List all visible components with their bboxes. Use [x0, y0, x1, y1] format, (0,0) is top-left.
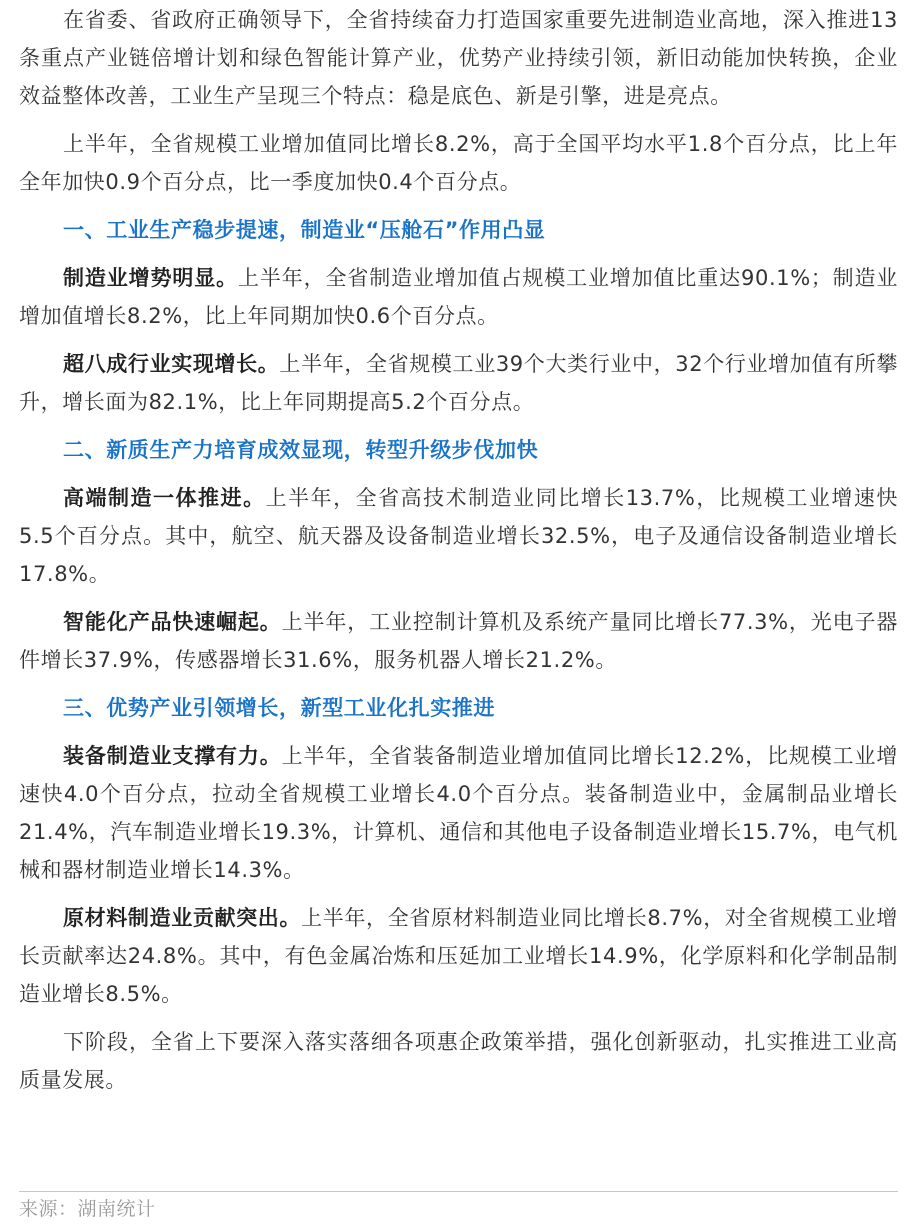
- section1-paragraph-1: [19, 259, 898, 335]
- section2-paragraph-1-lead: 高端制造一体推进。: [63, 486, 266, 510]
- section2-paragraph-2: [19, 603, 898, 679]
- section2-paragraph-1: [19, 479, 898, 593]
- section3-paragraph-2-text: 上半年，全省原材料制造业同比增长8.7%，对全省规模工业增长贡献率达24.8%。其中，有色金属冶炼和压延加工业增长14.9%，化学原料和化学制品制造业增长8.5%。: [19, 906, 898, 1006]
- section3-paragraph-2: [19, 899, 898, 1013]
- intro-paragraph: 在省委、省政府正确领导下，全省持续奋力打造国家重要先进制造业高地，深入推进13条重点产业链倍增计划和绿色智能计算产业，优势产业持续引领，新旧动能加快转换，企业效益整体改善，工业生产呈现三个特点：稳是底色、新是引擎，进是亮点。: [19, 8, 898, 108]
- section-heading-2: 二、新质生产力培育成效显现，转型升级步伐加快: [63, 438, 539, 462]
- section3-paragraph-1-lead: 装备制造业支撑有力。: [63, 744, 282, 768]
- section-heading-3: 三、优势产业引领增长，新型工业化扎实推进: [63, 696, 495, 720]
- section-heading-1: 一、工业生产稳步提速，制造业“压舱石”作用凸显: [63, 218, 546, 242]
- section1-paragraph-1-text: 上半年，全省制造业增加值占规模工业增加值比重达90.1%；制造业增加值增长8.2%，比上年同期加快0.6个百分点。: [19, 266, 898, 328]
- summary-paragraph: 上半年，全省规模工业增加值同比增长8.2%，高于全国平均水平1.8个百分点，比上年全年加快0.9个百分点，比一季度加快0.4个百分点。: [19, 132, 898, 194]
- section1-paragraph-2-lead: 超八成行业实现增长。: [63, 352, 280, 376]
- section2-paragraph-2-lead: 智能化产品快速崛起。: [63, 610, 282, 634]
- section3-paragraph-2-lead: 原材料制造业贡献突出。: [63, 906, 302, 930]
- closing-paragraph: 下阶段，全省上下要深入落实落细各项惠企政策举措，强化创新驱动，扎实推进工业高质量发展。: [19, 1030, 898, 1092]
- source-credit: 来源：湖南统计: [19, 1198, 156, 1220]
- article-footer: [19, 1191, 898, 1226]
- section2-paragraph-2-text: 上半年，工业控制计算机及系统产量同比增长77.3%，光电子器件增长37.9%，传感器增长31.6%，服务机器人增长21.2%。: [19, 610, 898, 672]
- section1-paragraph-1-lead: 制造业增势明显。: [63, 266, 238, 290]
- section2-paragraph-1-text: 上半年，全省高技术制造业同比增长13.7%，比规模工业增速快5.5个百分点。其中，航空、航天器及设备制造业增长32.5%，电子及通信设备制造业增长17.8%。: [19, 486, 898, 586]
- section1-paragraph-2-text: 上半年，全省规模工业39个大类行业中，32个行业增加值有所攀升，增长面为82.1%，比上年同期提高5.2个百分点。: [19, 352, 898, 414]
- section3-paragraph-1: [19, 737, 898, 889]
- section3-paragraph-1-text: 上半年，全省装备制造业增加值同比增长12.2%，比规模工业增速快4.0个百分点，拉动全省规模工业增长4.0个百分点。装备制造业中，金属制品业增长21.4%，汽车制造业增长19.3%，计算机、通信和其他电子设备制造业增长15.7%，电气机械和器材制造业增长14.3%。: [19, 744, 898, 882]
- section1-paragraph-2: [19, 345, 898, 421]
